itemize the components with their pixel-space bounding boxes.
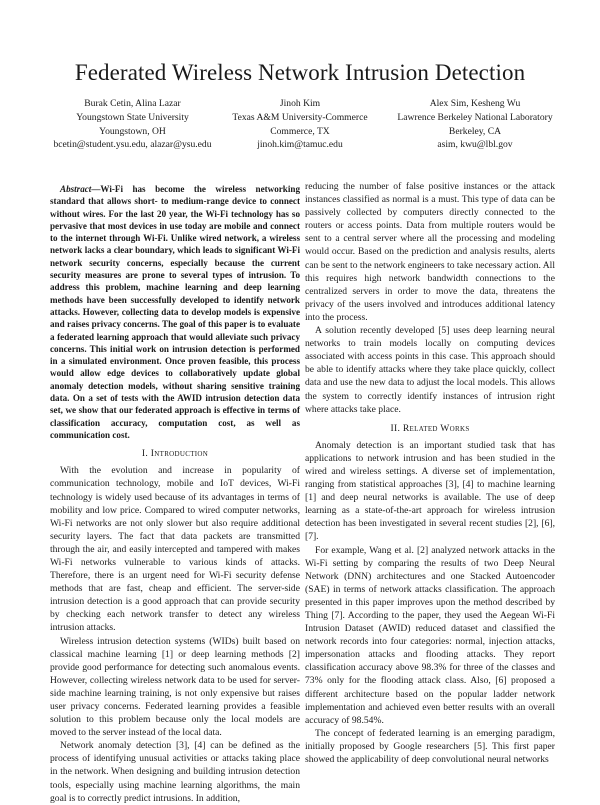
author-names: Burak Cetin, Alina Lazar <box>84 98 181 109</box>
author-block-1 <box>40 97 225 152</box>
abstract-label: Abstract <box>60 184 92 194</box>
abstract-text: —Wi-Fi has become the wireless networking standard that allows short- to medium-range device to connect without wires. For the last 20 year, the Wi-Fi technology has so pervasive that most devices in use today are mobile and connect to the internet through Wi-Fi. Unlike wired network, a wireless network lacks a clear boundary, which leads to significant Wi-Fi network security concerns, especially because the current security measures are prone to several types of intrusion. To address this problem, machine learning and deep learning methods have been successfully developed to identify network attacks. However, collecting data to develop models is expensive and raises privacy concerns. The goal of this paper is to evaluate a federated learning approach that would alleviate such privacy concerns. This initial work on intrusion detection is performed in a simulated environment. Once proven feasible, this process would allow edge devices to collaboratively update global anomaly detection models, without sharing sensitive training data. On a set of tests with the AWID intrusion detection data set, we show that our federated approach is effective in terms of classification accuracy, computation cost, as well as communication cost. <box>50 184 300 440</box>
paper-title: Federated Wireless Network Intrusion Detection <box>74 60 526 85</box>
paragraph: reducing the number of false positive instances or the attack instances classified as normal is a must. This type of data can be passively collected by computers directly connected to the routers or access points. Data from multiple routers would be sent to a central server where all the processing and modeling would occur. Based on the prediction and analysis results, alerts can be sent to the network engineers to take necessary action. All this requires high network bandwidth connections to the centralized servers in order to move the data, threatens the privacy of the users involved and introduces additional latency into the process. <box>305 181 555 323</box>
author-email: bcetin@student.ysu.edu, alazar@ysu.edu <box>53 139 212 151</box>
paragraph: Anomaly detection is an important studied task that has applications to network intrusion and has been studied in the wired and wireless settings. A diverse set of implementation, ranging from statistical approaches [3], [4] to machine learning [1] and deep neural networks is available. The use of deep learning as a state-of-the-art approach for wireless intrusion detection has been investigated in several recent studies [2], [6], [7]. <box>305 439 555 543</box>
author-affiliation: Youngstown State University <box>76 111 189 123</box>
author-location: Berkeley, CA <box>448 125 502 137</box>
author-location: Youngstown, OH <box>99 125 166 137</box>
author-email: jinoh.kim@tamuc.edu <box>257 139 343 151</box>
author-email: asim, kwu@lbl.gov <box>437 139 513 151</box>
paragraph: Network anomaly detection [3], [4] can be defined as the process of identifying unusual activities or attacks taking place in the network. When designing and building intrusion detection tools, especially using machine learning algorithms, the main goal is to correctly predict intrusions. In addition, <box>50 740 300 804</box>
left-column <box>50 183 300 805</box>
paragraph: For example, Wang et al. [2] analyzed network attacks in the Wi-Fi setting by comparing the results of two Deep Neural Network (DNN) architectures and one Stacked Autoencoder (SAE) in terms of network attacks classification. The approach presented in this paper improves upon the method described by Thing [7]. According to the paper, they used the Aegean Wi-Fi Intrusion Dataset (AWID) reduced dataset and classified the network records into four categories: normal, injection attacks, impersonation attacks and flooding attacks. They report classification accuracy above 98.3% for three of the classes and 73% only for the flooding attack class. Also, [6] proposed a different architecture based on the popular ladder network implementation and achieved even better results with an overall accuracy of 98.54%. <box>305 544 555 726</box>
section-heading-related-works: II. Related Works <box>390 422 470 434</box>
paragraph: The concept of federated learning is an emerging paradigm, initially proposed by Google researchers [5]. This first paper showed the applicability of deep convolutional neural networks <box>305 727 555 766</box>
author-affiliation: Lawrence Berkeley National Laboratory <box>397 111 553 123</box>
paragraph: A solution recently developed [5] uses deep learning neural networks to train models locally on computing devices associated with access points in this case. This approach should be able to identify attacks where they take place quickly, collect data and use the new data to adjust the local models. This allows the system to correctly identify instances of intrusion right where attacks take place. <box>305 325 555 415</box>
section-heading-introduction: I. Introduction <box>141 448 209 460</box>
abstract <box>50 183 300 441</box>
author-affiliation: Texas A&M University-Commerce <box>232 111 368 123</box>
paragraph: With the evolution and increase in popularity of communication technology, mobile and IoT devices, Wi-Fi technology is widely used because of its advantages in terms of mobility and low price. Compared to wired computer networks, Wi-Fi networks are not only slower but also require additional security layers. The fact that data packets are transmitted through the air, and easily intercepted and tampered with makes Wi-Fi networks vulnerable to various kinds of attacks. Therefore, there is an urgent need for Wi-Fi security defense methods that are fast, cheap and efficient. The server-side intrusion detection is a good approach that can provide security by checking each network transfer to detect any wireless intrusion attacks. <box>50 465 300 634</box>
author-names: Alex Sim, Kesheng Wu <box>429 98 521 109</box>
paragraph: Wireless intrusion detection systems (WIDs) built based on classical machine learning [1] or deep learning methods [2] provide good performance for detecting such anomalous events. However, collecting wireless network data to be used for server-side machine learning training, is not only expensive but raises user privacy concerns. Federated learning provides a feasible solution to this problem because only the local models are moved to the server instead of the local data. <box>50 635 300 739</box>
author-block-2 <box>215 97 385 152</box>
author-names: Jinoh Kim <box>279 98 321 109</box>
right-column <box>305 180 555 766</box>
author-block-3 <box>375 97 575 152</box>
author-location: Commerce, TX <box>270 125 330 137</box>
